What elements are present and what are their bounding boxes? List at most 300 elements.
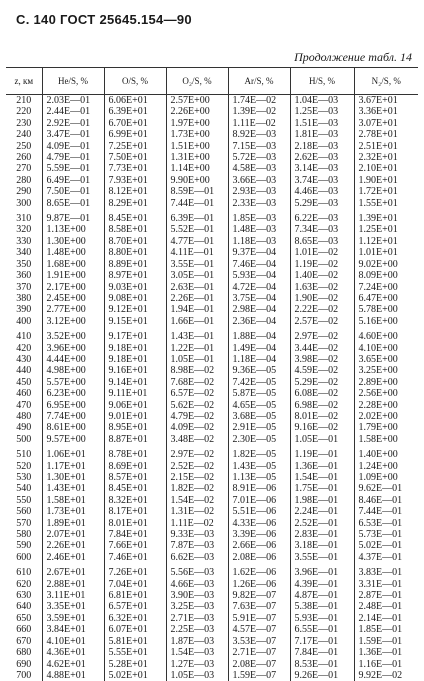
table-row xyxy=(6,316,418,327)
value-cell: 1.39E+01 xyxy=(354,209,418,224)
value-cell: 7.46E+01 xyxy=(104,552,166,563)
table-row xyxy=(6,270,418,281)
value-cell: 9.06E+01 xyxy=(104,400,166,411)
altitude-cell: 500 xyxy=(6,434,42,445)
value-cell: 3.55E—01 xyxy=(166,259,228,270)
value-cell: 3.35E+01 xyxy=(42,601,104,612)
value-cell: 7.34E—03 xyxy=(290,224,354,235)
table-row xyxy=(6,601,418,612)
value-cell: 6.95E+00 xyxy=(42,400,104,411)
value-cell: 2.36E—04 xyxy=(228,316,290,327)
value-cell: 1.05E—01 xyxy=(166,354,228,365)
value-cell: 1.24E+00 xyxy=(354,461,418,472)
value-cell: 8.65E—01 xyxy=(42,198,104,209)
value-cell: 8.01E—02 xyxy=(290,411,354,422)
value-cell: 9.16E+01 xyxy=(104,365,166,376)
value-cell: 7.66E+01 xyxy=(104,540,166,551)
value-cell: 8.89E+01 xyxy=(104,259,166,270)
value-cell: 1.18E—03 xyxy=(228,236,290,247)
value-cell: 2.08E—07 xyxy=(228,659,290,670)
altitude-cell: 360 xyxy=(6,270,42,281)
value-cell: 6.39E+01 xyxy=(104,106,166,117)
value-cell: 2.62E—03 xyxy=(290,152,354,163)
value-cell: 1.91E+00 xyxy=(42,270,104,281)
value-cell: 2.08E—06 xyxy=(228,552,290,563)
value-cell: 2.22E—02 xyxy=(290,304,354,315)
value-cell: 2.15E—02 xyxy=(166,472,228,483)
value-cell: 6.49E—01 xyxy=(42,175,104,186)
value-cell: 4.37E—01 xyxy=(354,552,418,563)
value-cell: 5.91E—07 xyxy=(228,613,290,624)
value-cell: 3.47E—01 xyxy=(42,129,104,140)
altitude-cell: 480 xyxy=(6,411,42,422)
value-cell: 1.25E—03 xyxy=(290,106,354,117)
value-cell: 9.87E—01 xyxy=(42,209,104,224)
value-cell: 3.90E—03 xyxy=(166,590,228,601)
value-cell: 5.78E+00 xyxy=(354,304,418,315)
value-cell: 2.93E—03 xyxy=(228,186,290,197)
value-cell: 1.01E—02 xyxy=(290,247,354,258)
value-cell: 2.51E+01 xyxy=(354,141,418,152)
value-cell: 5.87E—05 xyxy=(228,388,290,399)
value-cell: 1.48E+00 xyxy=(42,247,104,258)
table-row xyxy=(6,236,418,247)
value-cell: 2.26E+00 xyxy=(166,106,228,117)
value-cell: 6.08E—02 xyxy=(290,388,354,399)
value-cell: 5.38E—01 xyxy=(290,601,354,612)
value-cell: 7.93E+01 xyxy=(104,175,166,186)
value-cell: 3.25E+00 xyxy=(354,365,418,376)
value-cell: 4.72E—04 xyxy=(228,282,290,293)
value-cell: 7.74E+00 xyxy=(42,411,104,422)
value-cell: 1.54E—01 xyxy=(290,472,354,483)
value-cell: 5.72E—03 xyxy=(228,152,290,163)
value-cell: 5.93E—01 xyxy=(290,613,354,624)
altitude-cell: 630 xyxy=(6,590,42,601)
value-cell: 1.59E—01 xyxy=(354,636,418,647)
value-cell: 2.26E+01 xyxy=(42,540,104,551)
altitude-cell: 670 xyxy=(6,636,42,647)
value-cell: 3.55E—01 xyxy=(290,552,354,563)
value-cell: 5.55E+01 xyxy=(104,647,166,658)
value-cell: 2.98E—04 xyxy=(228,304,290,315)
value-cell: 1.11E—02 xyxy=(166,518,228,529)
value-cell: 1.05E—01 xyxy=(290,434,354,445)
value-cell: 2.71E—07 xyxy=(228,647,290,658)
value-cell: 8.09E+00 xyxy=(354,270,418,281)
table-row xyxy=(6,483,418,494)
table-row xyxy=(6,186,418,197)
value-cell: 9.90E+00 xyxy=(166,175,228,186)
value-cell: 1.43E—01 xyxy=(166,327,228,342)
value-cell: 1.63E—02 xyxy=(290,282,354,293)
value-cell: 8.17E+01 xyxy=(104,506,166,517)
value-cell: 1.51E—03 xyxy=(290,118,354,129)
value-cell: 5.51E—06 xyxy=(228,506,290,517)
value-cell: 9.33E—03 xyxy=(166,529,228,540)
value-cell: 3.39E—06 xyxy=(228,529,290,540)
value-cell: 5.29E—03 xyxy=(290,198,354,209)
table-row xyxy=(6,659,418,670)
value-cell: 6.99E+01 xyxy=(104,129,166,140)
value-cell: 3.96E—01 xyxy=(290,563,354,578)
value-cell: 1.87E—03 xyxy=(166,636,228,647)
altitude-cell: 340 xyxy=(6,247,42,258)
value-cell: 4.88E+01 xyxy=(42,670,104,681)
value-cell: 3.96E+00 xyxy=(42,343,104,354)
value-cell: 9.08E+01 xyxy=(104,293,166,304)
value-cell: 1.19E—02 xyxy=(290,259,354,270)
value-cell: 4.46E—03 xyxy=(290,186,354,197)
value-cell: 1.17E+01 xyxy=(42,461,104,472)
table-header-row xyxy=(6,68,418,95)
value-cell: 3.84E+01 xyxy=(42,624,104,635)
value-cell: 5.16E+00 xyxy=(354,316,418,327)
value-cell: 1.30E+01 xyxy=(42,472,104,483)
table-row xyxy=(6,647,418,658)
value-cell: 3.59E+01 xyxy=(42,613,104,624)
value-cell: 1.01E+01 xyxy=(354,247,418,258)
value-cell: 1.54E—03 xyxy=(166,647,228,658)
value-cell: 1.43E+01 xyxy=(42,483,104,494)
value-cell: 3.12E+00 xyxy=(42,316,104,327)
value-cell: 8.57E+01 xyxy=(104,472,166,483)
value-cell: 8.87E+01 xyxy=(104,434,166,445)
value-cell: 3.98E—02 xyxy=(290,354,354,365)
value-cell: 2.97E—02 xyxy=(166,445,228,460)
table-row xyxy=(6,95,418,107)
altitude-cell: 430 xyxy=(6,354,42,365)
value-cell: 1.58E+01 xyxy=(42,495,104,506)
value-cell: 4.87E—01 xyxy=(290,590,354,601)
value-cell: 7.44E—01 xyxy=(166,198,228,209)
value-cell: 7.50E+01 xyxy=(104,152,166,163)
value-cell: 1.82E—02 xyxy=(166,483,228,494)
value-cell: 4.59E—02 xyxy=(290,365,354,376)
table-row xyxy=(6,163,418,174)
column-header: O₂/S, % xyxy=(166,68,228,95)
value-cell: 6.98E—02 xyxy=(290,400,354,411)
altitude-cell: 530 xyxy=(6,472,42,483)
table-row xyxy=(6,411,418,422)
altitude-cell: 450 xyxy=(6,377,42,388)
value-cell: 8.78E+01 xyxy=(104,445,166,460)
altitude-cell: 280 xyxy=(6,175,42,186)
value-cell: 5.81E+01 xyxy=(104,636,166,647)
value-cell: 1.26E—06 xyxy=(228,579,290,590)
value-cell: 8.01E+01 xyxy=(104,518,166,529)
value-cell: 3.18E—01 xyxy=(290,540,354,551)
value-cell: 3.65E+00 xyxy=(354,354,418,365)
value-cell: 7.17E—01 xyxy=(290,636,354,647)
value-cell: 1.94E—01 xyxy=(166,304,228,315)
table-row xyxy=(6,506,418,517)
value-cell: 1.11E—02 xyxy=(228,118,290,129)
value-cell: 7.26E+01 xyxy=(104,563,166,578)
altitude-cell: 680 xyxy=(6,647,42,658)
value-cell: 5.02E—01 xyxy=(354,540,418,551)
table-row xyxy=(6,552,418,563)
value-cell: 7.01E—06 xyxy=(228,495,290,506)
altitude-cell: 490 xyxy=(6,422,42,433)
value-cell: 2.46E+01 xyxy=(42,552,104,563)
value-cell: 3.11E+01 xyxy=(42,590,104,601)
value-cell: 1.36E—01 xyxy=(354,647,418,658)
value-cell: 1.31E+00 xyxy=(166,152,228,163)
altitude-cell: 650 xyxy=(6,613,42,624)
value-cell: 1.36E—01 xyxy=(290,461,354,472)
value-cell: 1.74E—02 xyxy=(228,95,290,107)
altitude-cell: 590 xyxy=(6,540,42,551)
value-cell: 1.51E+00 xyxy=(166,141,228,152)
value-cell: 2.56E+00 xyxy=(354,388,418,399)
table-row xyxy=(6,624,418,635)
value-cell: 9.36E—05 xyxy=(228,365,290,376)
value-cell: 7.84E—01 xyxy=(290,647,354,658)
altitude-cell: 550 xyxy=(6,495,42,506)
table-row xyxy=(6,579,418,590)
value-cell: 9.57E+00 xyxy=(42,434,104,445)
value-cell: 6.57E—02 xyxy=(166,388,228,399)
value-cell: 1.82E—05 xyxy=(228,445,290,460)
value-cell: 3.05E—01 xyxy=(166,270,228,281)
value-cell: 1.16E—01 xyxy=(354,659,418,670)
value-cell: 2.30E—05 xyxy=(228,434,290,445)
column-header: z, км xyxy=(6,68,42,95)
table-row xyxy=(6,198,418,209)
value-cell: 6.23E+00 xyxy=(42,388,104,399)
altitude-cell: 380 xyxy=(6,293,42,304)
altitude-cell: 570 xyxy=(6,518,42,529)
value-cell: 1.73E+01 xyxy=(42,506,104,517)
altitude-cell: 400 xyxy=(6,316,42,327)
altitude-cell: 330 xyxy=(6,236,42,247)
value-cell: 7.84E+01 xyxy=(104,529,166,540)
value-cell: 7.73E+01 xyxy=(104,163,166,174)
altitude-cell: 660 xyxy=(6,624,42,635)
table-row xyxy=(6,670,418,681)
value-cell: 4.65E—05 xyxy=(228,400,290,411)
altitude-cell: 460 xyxy=(6,388,42,399)
value-cell: 4.09E—02 xyxy=(166,422,228,433)
table-row xyxy=(6,141,418,152)
value-cell: 8.45E+01 xyxy=(104,209,166,224)
value-cell: 8.69E+01 xyxy=(104,461,166,472)
altitude-cell: 640 xyxy=(6,601,42,612)
table-row xyxy=(6,540,418,551)
altitude-cell: 540 xyxy=(6,483,42,494)
value-cell: 7.68E—02 xyxy=(166,377,228,388)
altitude-cell: 390 xyxy=(6,304,42,315)
value-cell: 6.57E+01 xyxy=(104,601,166,612)
value-cell: 5.28E+01 xyxy=(104,659,166,670)
value-cell: 1.90E—02 xyxy=(290,293,354,304)
value-cell: 5.93E—04 xyxy=(228,270,290,281)
value-cell: 2.63E—01 xyxy=(166,282,228,293)
value-cell: 6.81E+01 xyxy=(104,590,166,601)
value-cell: 8.91E—06 xyxy=(228,483,290,494)
altitude-cell: 250 xyxy=(6,141,42,152)
value-cell: 9.03E+01 xyxy=(104,282,166,293)
value-cell: 1.55E+01 xyxy=(354,198,418,209)
column-header: O/S, % xyxy=(104,68,166,95)
table-row xyxy=(6,445,418,460)
table-row xyxy=(6,518,418,529)
value-cell: 8.46E—01 xyxy=(354,495,418,506)
table-row xyxy=(6,327,418,342)
value-cell: 1.14E+00 xyxy=(166,163,228,174)
value-cell: 1.39E—02 xyxy=(228,106,290,117)
altitude-cell: 320 xyxy=(6,224,42,235)
altitude-cell: 600 xyxy=(6,552,42,563)
altitude-cell: 560 xyxy=(6,506,42,517)
value-cell: 1.04E—03 xyxy=(290,95,354,107)
value-cell: 1.40E+00 xyxy=(354,445,418,460)
value-cell: 1.75E—01 xyxy=(290,483,354,494)
value-cell: 7.50E—01 xyxy=(42,186,104,197)
value-cell: 2.88E+01 xyxy=(42,579,104,590)
column-header: H/S, % xyxy=(290,68,354,95)
value-cell: 4.62E+01 xyxy=(42,659,104,670)
value-cell: 2.17E+00 xyxy=(42,282,104,293)
value-cell: 3.74E—03 xyxy=(290,175,354,186)
value-cell: 9.12E+01 xyxy=(104,304,166,315)
value-cell: 3.83E—01 xyxy=(354,563,418,578)
value-cell: 8.32E+01 xyxy=(104,495,166,506)
altitude-cell: 290 xyxy=(6,186,42,197)
value-cell: 1.66E—01 xyxy=(166,316,228,327)
value-cell: 3.75E—04 xyxy=(228,293,290,304)
value-cell: 1.27E—03 xyxy=(166,659,228,670)
value-cell: 9.17E+01 xyxy=(104,327,166,342)
value-cell: 4.58E—03 xyxy=(228,163,290,174)
table-row xyxy=(6,563,418,578)
value-cell: 4.98E+00 xyxy=(42,365,104,376)
value-cell: 2.57E+00 xyxy=(166,95,228,107)
value-cell: 2.33E—03 xyxy=(228,198,290,209)
value-cell: 8.29E+01 xyxy=(104,198,166,209)
value-cell: 9.92E—02 xyxy=(354,670,418,681)
value-cell: 2.24E—01 xyxy=(290,506,354,517)
value-cell: 1.30E+00 xyxy=(42,236,104,247)
value-cell: 3.36E+01 xyxy=(354,106,418,117)
value-cell: 6.32E+01 xyxy=(104,613,166,624)
table-row xyxy=(6,422,418,433)
column-header: N₂/S, % xyxy=(354,68,418,95)
altitude-cell: 260 xyxy=(6,152,42,163)
altitude-cell: 440 xyxy=(6,365,42,376)
value-cell: 3.68E—05 xyxy=(228,411,290,422)
value-cell: 9.01E+01 xyxy=(104,411,166,422)
value-cell: 2.14E—01 xyxy=(354,613,418,624)
table-row xyxy=(6,529,418,540)
value-cell: 1.59E—07 xyxy=(228,670,290,681)
value-cell: 9.02E+00 xyxy=(354,259,418,270)
value-cell: 2.97E—02 xyxy=(290,327,354,342)
value-cell: 2.87E—01 xyxy=(354,590,418,601)
value-cell: 4.11E—01 xyxy=(166,247,228,258)
table-row xyxy=(6,209,418,224)
value-cell: 8.45E+01 xyxy=(104,483,166,494)
value-cell: 7.87E—03 xyxy=(166,540,228,551)
table-row xyxy=(6,152,418,163)
value-cell: 1.98E—01 xyxy=(290,495,354,506)
value-cell: 2.48E—01 xyxy=(354,601,418,612)
value-cell: 4.33E—06 xyxy=(228,518,290,529)
value-cell: 8.97E+01 xyxy=(104,270,166,281)
altitude-cell: 210 xyxy=(6,95,42,107)
altitude-cell: 610 xyxy=(6,563,42,578)
table-row xyxy=(6,175,418,186)
altitude-cell: 580 xyxy=(6,529,42,540)
value-cell: 9.14E+01 xyxy=(104,377,166,388)
value-cell: 2.91E—05 xyxy=(228,422,290,433)
table-row xyxy=(6,590,418,601)
altitude-cell: 520 xyxy=(6,461,42,472)
table-row xyxy=(6,259,418,270)
value-cell: 2.78E+01 xyxy=(354,129,418,140)
table-row xyxy=(6,224,418,235)
value-cell: 2.52E—02 xyxy=(166,461,228,472)
value-cell: 2.26E—01 xyxy=(166,293,228,304)
value-cell: 7.42E—05 xyxy=(228,377,290,388)
altitude-cell: 310 xyxy=(6,209,42,224)
value-cell: 9.18E+01 xyxy=(104,343,166,354)
value-cell: 1.25E+01 xyxy=(354,224,418,235)
value-cell: 5.59E—01 xyxy=(42,163,104,174)
table-row xyxy=(6,377,418,388)
value-cell: 1.48E—03 xyxy=(228,224,290,235)
value-cell: 6.53E—01 xyxy=(354,518,418,529)
value-cell: 1.97E+00 xyxy=(166,118,228,129)
value-cell: 5.52E—01 xyxy=(166,224,228,235)
table-row xyxy=(6,388,418,399)
value-cell: 1.90E+01 xyxy=(354,175,418,186)
value-cell: 1.12E+01 xyxy=(354,236,418,247)
value-cell: 4.79E—01 xyxy=(42,152,104,163)
altitude-cell: 420 xyxy=(6,343,42,354)
value-cell: 2.03E—01 xyxy=(42,95,104,107)
value-cell: 7.46E—04 xyxy=(228,259,290,270)
value-cell: 8.95E+01 xyxy=(104,422,166,433)
value-cell: 8.92E—03 xyxy=(228,129,290,140)
table-row xyxy=(6,400,418,411)
value-cell: 1.88E—04 xyxy=(228,327,290,342)
value-cell: 8.12E+01 xyxy=(104,186,166,197)
value-cell: 3.53E—07 xyxy=(228,636,290,647)
value-cell: 2.92E—01 xyxy=(42,118,104,129)
value-cell: 2.66E—06 xyxy=(228,540,290,551)
altitude-cell: 690 xyxy=(6,659,42,670)
value-cell: 2.52E—01 xyxy=(290,518,354,529)
value-cell: 1.09E+00 xyxy=(354,472,418,483)
altitude-cell: 300 xyxy=(6,198,42,209)
altitude-cell: 410 xyxy=(6,327,42,342)
column-header: Ar/S, % xyxy=(228,68,290,95)
table-row xyxy=(6,495,418,506)
altitude-cell: 240 xyxy=(6,129,42,140)
value-cell: 2.02E+00 xyxy=(354,411,418,422)
table-row xyxy=(6,129,418,140)
altitude-cell: 270 xyxy=(6,163,42,174)
value-cell: 1.43E—05 xyxy=(228,461,290,472)
value-cell: 1.62E—06 xyxy=(228,563,290,578)
value-cell: 9.15E+01 xyxy=(104,316,166,327)
value-cell: 2.10E+01 xyxy=(354,163,418,174)
value-cell: 3.25E—03 xyxy=(166,601,228,612)
value-cell: 1.68E+00 xyxy=(42,259,104,270)
data-table xyxy=(6,67,418,681)
